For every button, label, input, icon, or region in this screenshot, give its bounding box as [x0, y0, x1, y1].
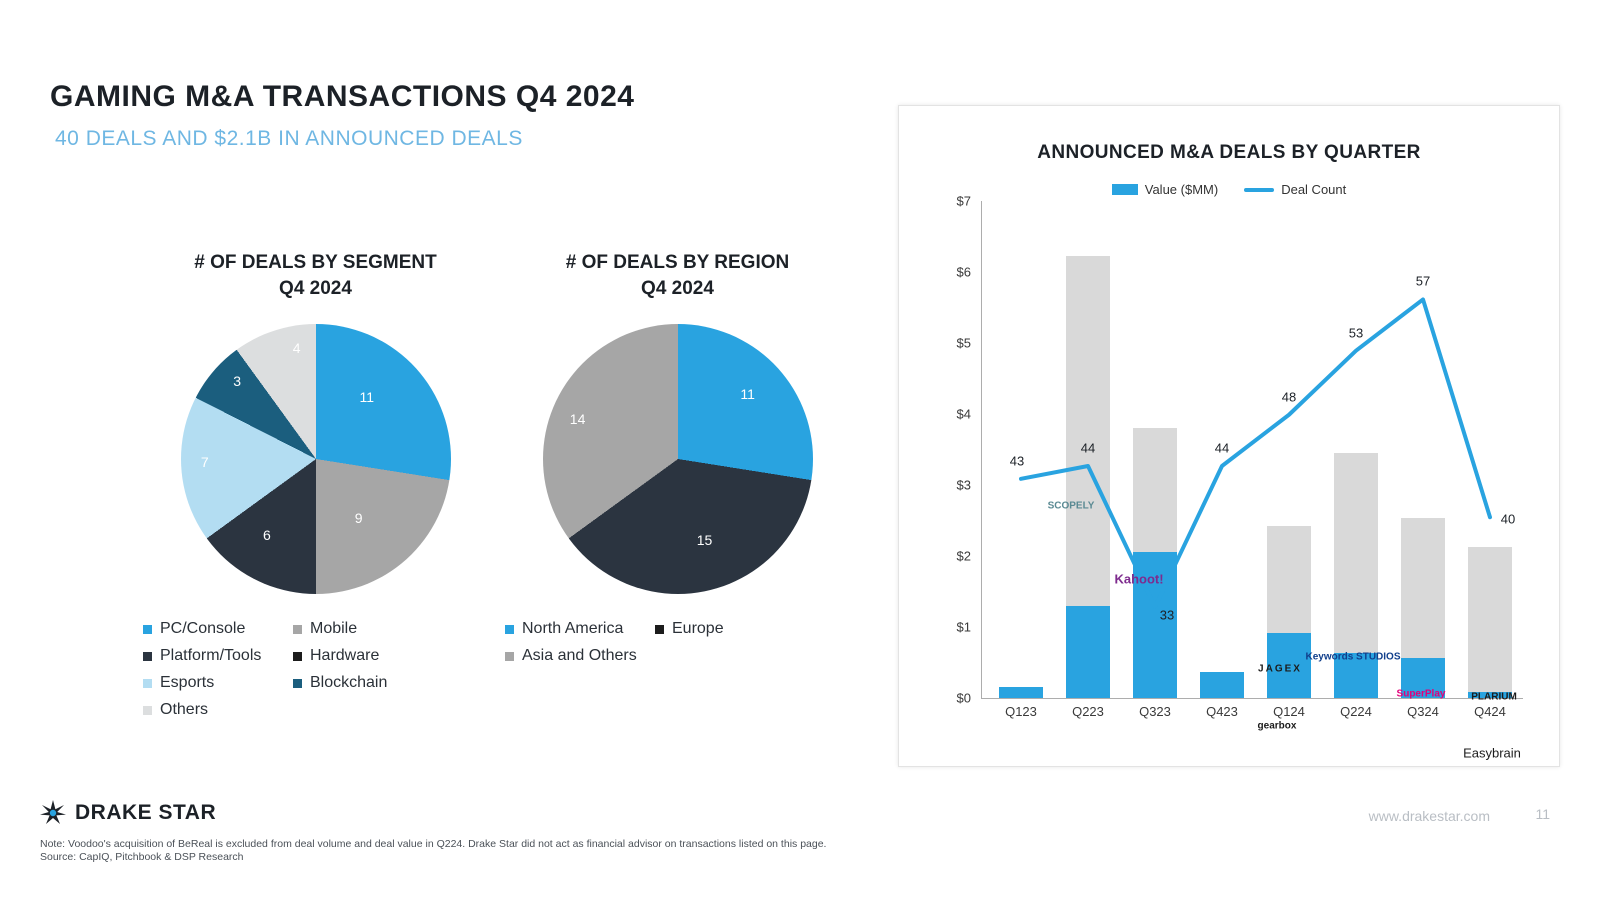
annotation-logo-jagex: JAGEX — [1258, 663, 1302, 675]
line-point-label: 33 — [1159, 607, 1175, 623]
chart-deals-by-region — [505, 250, 850, 674]
footnote-line-1: Note: Voodoo's acquisition of BeReal is excluded from deal volume and deal value in Q224. Drake Star did not act as financial advisor on transactions listed on this page. — [40, 838, 827, 850]
line-point-label: 44 — [1080, 440, 1096, 456]
chart-deals-by-segment — [143, 250, 488, 728]
bar-total-value — [1468, 547, 1512, 698]
pie-region-graphic — [543, 324, 813, 594]
bar-disclosed-value — [999, 687, 1043, 698]
pie-region-title: # OF DEALS BY REGION Q4 2024 — [565, 252, 790, 299]
legend-item-platform-tools: Platform/Tools — [143, 647, 293, 665]
pie-segment-circle — [181, 324, 451, 594]
legend-item-value: Value ($MM) — [1112, 182, 1218, 197]
legend-swatch-icon — [655, 625, 664, 634]
pie-slice-label: 11 — [359, 388, 375, 405]
annotation-logo-keywords-studios: Keywords STUDIOS — [1305, 651, 1401, 663]
pie-slice-label: 9 — [354, 510, 363, 527]
line-point-label: 57 — [1415, 273, 1431, 289]
legend-item-asia-others: Asia and Others — [505, 647, 655, 665]
pie-segment-title: # OF DEALS BY SEGMENT Q4 2024 — [194, 252, 437, 299]
x-tick-label: Q324 — [1407, 704, 1439, 719]
legend-swatch-icon — [293, 625, 302, 634]
pie-slice-label: 4 — [292, 340, 301, 357]
legend-item-deal-count: Deal Count — [1244, 182, 1346, 197]
x-tick-label: Q124 — [1273, 704, 1305, 719]
legend-item-europe: Europe — [655, 620, 724, 638]
legend-swatch-icon — [293, 652, 302, 661]
line-point-label: 40 — [1500, 511, 1516, 527]
y-tick-label: $3 — [956, 477, 971, 493]
star-icon — [40, 800, 66, 826]
x-tick-label: Q224 — [1340, 704, 1372, 719]
page-number: 11 — [1535, 806, 1550, 822]
x-tick-label: Q323 — [1139, 704, 1171, 719]
pie-segment-graphic — [181, 324, 451, 594]
pie-slice-label: 14 — [569, 410, 586, 427]
y-tick-label: $5 — [956, 335, 971, 351]
annotation-logo-superplay: SuperPlay — [1396, 688, 1446, 700]
page-title: GAMING M&A TRANSACTIONS Q4 2024 — [50, 80, 635, 113]
x-tick-label: Q123 — [1005, 704, 1037, 719]
legend-item-esports: Esports — [143, 674, 293, 692]
chart-announced-deals-card — [898, 105, 1560, 767]
legend-item-others: Others — [143, 701, 293, 719]
annotation-logo-kahoot: Kahoot! — [1114, 571, 1164, 587]
legend-swatch-icon — [143, 625, 152, 634]
line-point-label: 53 — [1348, 325, 1364, 341]
legend-swatch-icon — [505, 625, 514, 634]
legend-swatch-icon — [143, 652, 152, 661]
y-tick-label: $4 — [956, 406, 971, 422]
pie-segment-legend — [143, 620, 488, 728]
line-point-label: 44 — [1214, 440, 1230, 456]
pie-slice-label: 3 — [233, 372, 242, 389]
bar-disclosed-value — [1200, 672, 1244, 698]
legend-item-north-america: North America — [505, 620, 655, 638]
legend-bar-icon — [1112, 184, 1138, 195]
legend-item-blockchain: Blockchain — [293, 674, 387, 692]
line-point-label: 48 — [1281, 389, 1297, 405]
y-tick-label: $6 — [956, 264, 971, 280]
brand-logo — [40, 800, 216, 826]
legend-item-mobile: Mobile — [293, 620, 387, 638]
page-subtitle: 40 DEALS AND $2.1B IN ANNOUNCED DEALS — [55, 127, 523, 150]
y-tick-label: $7 — [956, 193, 971, 209]
annotation-logo-easybrain: Easybrain — [1463, 745, 1521, 761]
y-tick-label: $0 — [956, 690, 971, 706]
annotation-logo-scopely: SCOPELY — [1047, 500, 1095, 512]
x-tick-label: Q423 — [1206, 704, 1238, 719]
footnote-line-2: Source: CapIQ, Pitchbook & DSP Research — [40, 851, 244, 863]
y-axis — [981, 201, 982, 698]
annotation-logo-plarium: PLARIUM — [1471, 691, 1517, 703]
legend-swatch-icon — [143, 706, 152, 715]
combo-chart-plot — [943, 193, 1523, 761]
annotation-logo-gearbox: gearbox — [1257, 720, 1297, 732]
pie-region-legend — [505, 620, 850, 674]
x-tick-label: Q223 — [1072, 704, 1104, 719]
combo-chart-legend — [899, 182, 1559, 197]
pie-slice-label: 15 — [696, 532, 713, 548]
brand-name: DRAKE STAR — [75, 801, 217, 824]
y-tick-label: $2 — [956, 548, 971, 564]
pie-slice-label: 11 — [740, 386, 755, 403]
legend-item-pc-console: PC/Console — [143, 620, 293, 638]
line-point-label: 43 — [1009, 453, 1025, 469]
bar-disclosed-value — [1066, 606, 1110, 698]
legend-swatch-icon — [143, 679, 152, 688]
legend-item-hardware: Hardware — [293, 647, 387, 665]
legend-line-icon — [1244, 188, 1274, 192]
legend-swatch-icon — [505, 652, 514, 661]
pie-slice-label: 6 — [262, 526, 271, 543]
pie-slice-label: 7 — [200, 453, 209, 470]
combo-chart-title: ANNOUNCED M&A DEALS BY QUARTER — [1037, 142, 1421, 163]
x-tick-label: Q424 — [1474, 704, 1506, 719]
legend-swatch-icon — [293, 679, 302, 688]
website-url: www.drakestar.com — [1368, 808, 1490, 824]
pie-region-circle — [543, 324, 813, 594]
y-tick-label: $1 — [956, 619, 971, 635]
